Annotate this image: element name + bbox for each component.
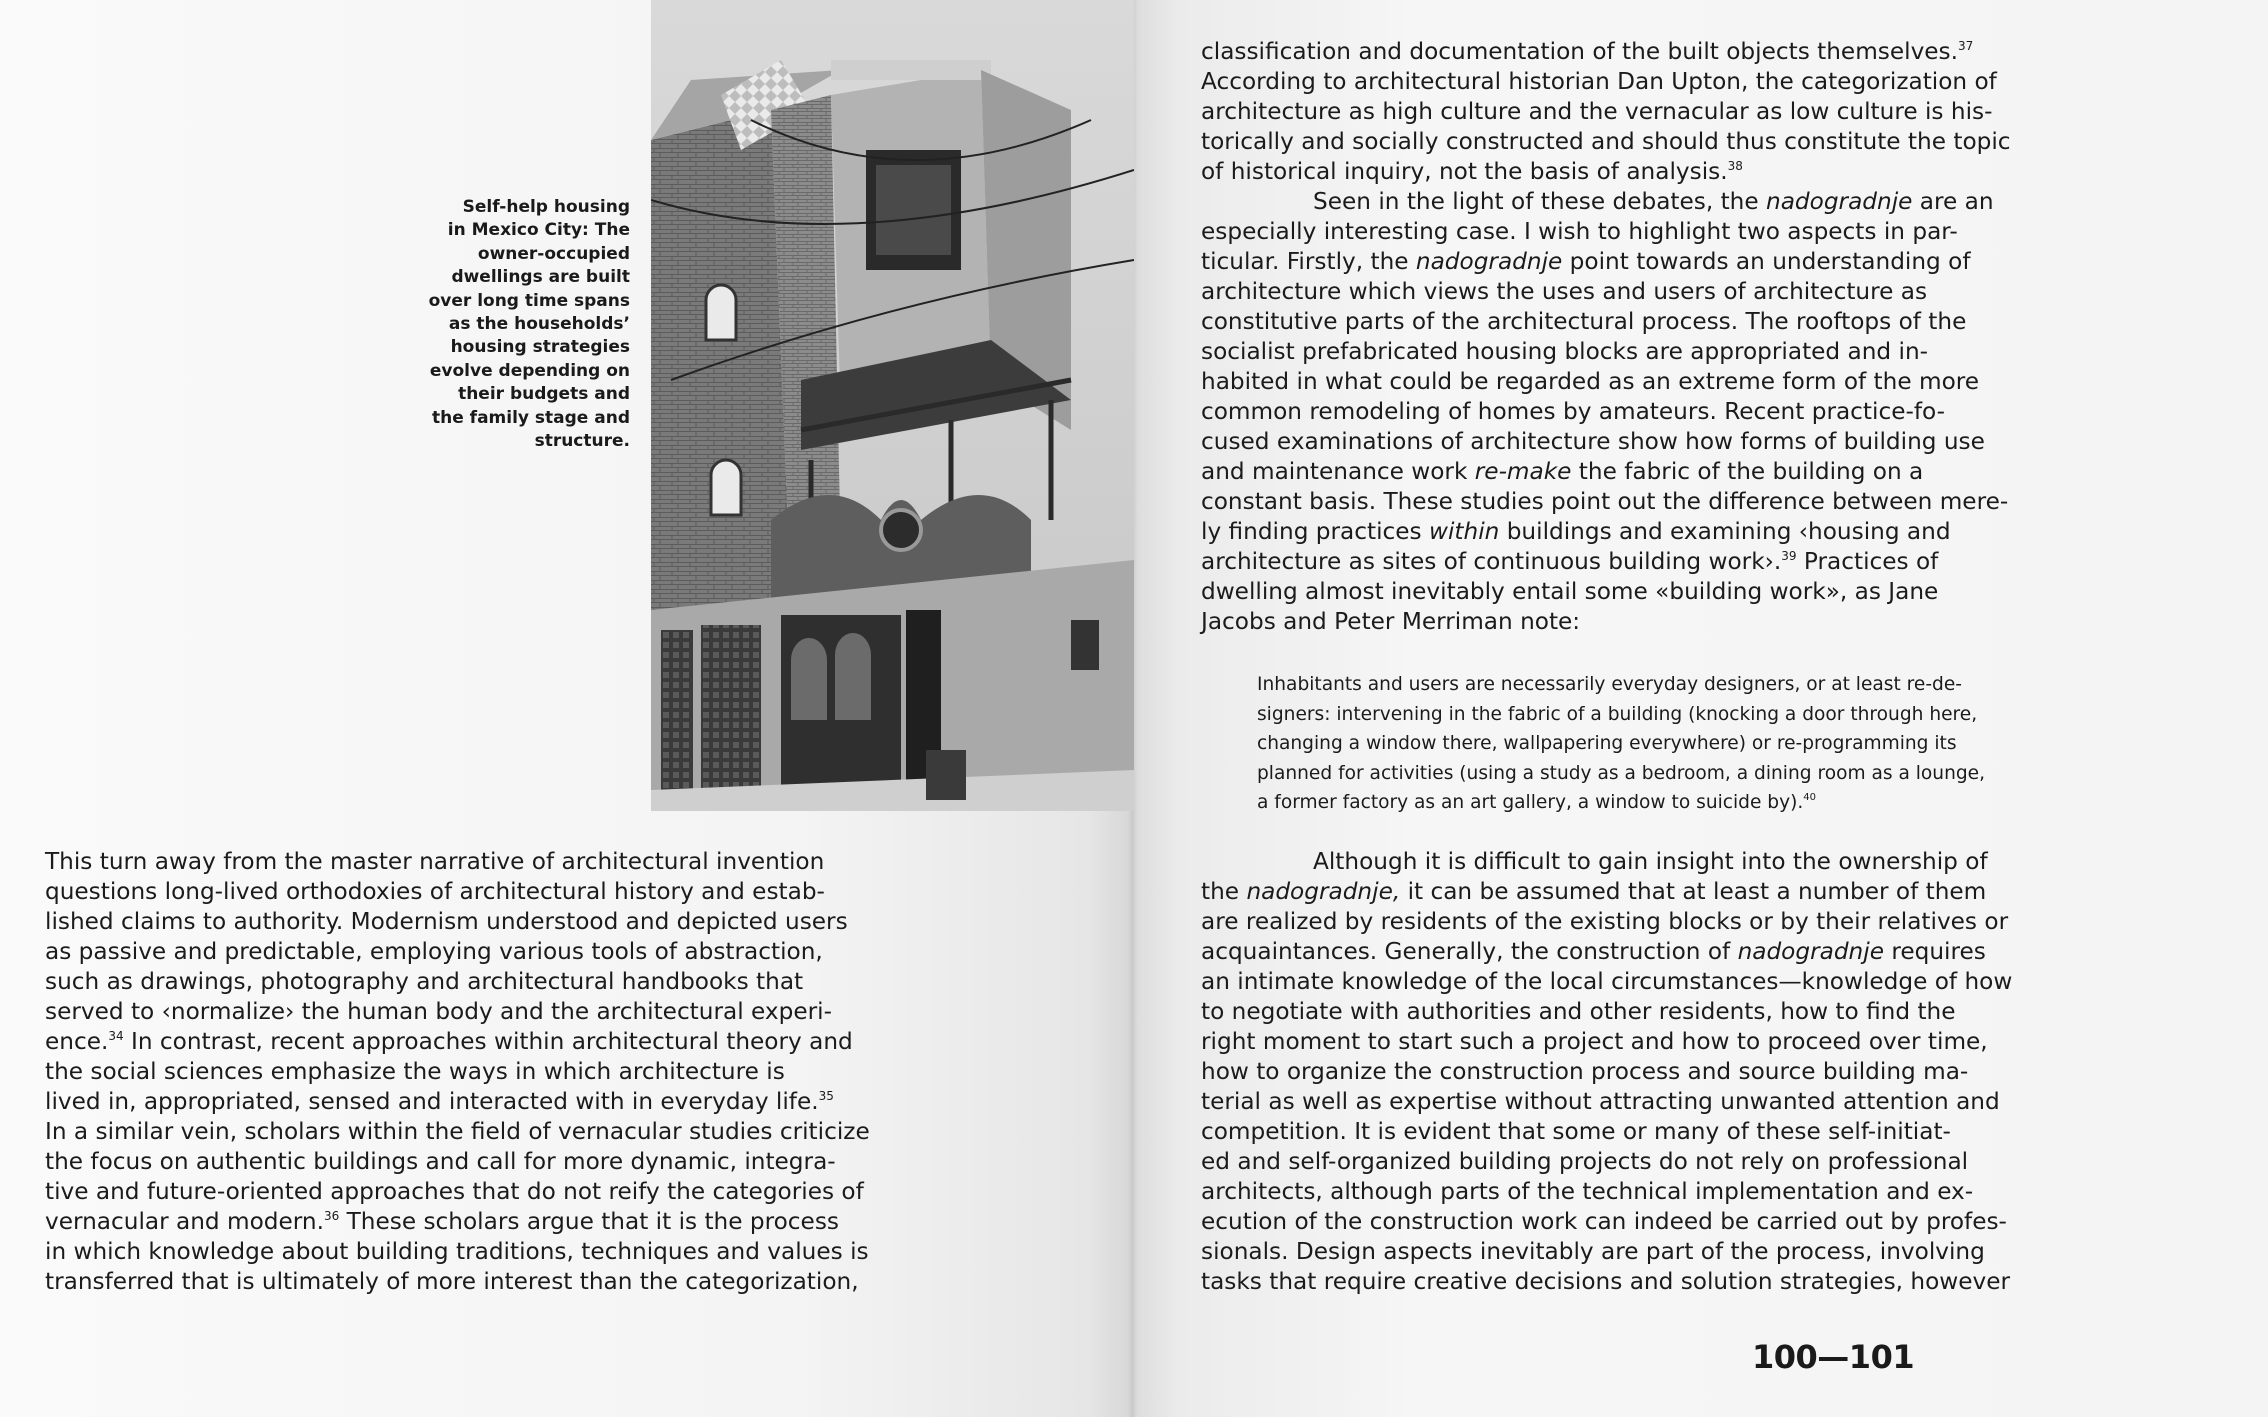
photo-caption	[400, 196, 630, 453]
footnote-marker: 39	[1781, 549, 1797, 563]
text-fragment: it can be assumed that at least a number of them	[1400, 878, 1987, 905]
footnote-marker: 35	[818, 1089, 834, 1103]
text-line: ecution of the construction work can indeed be carried out by profes-	[1201, 1208, 2007, 1235]
quote-line: signers: intervening in the fabric of a building (knocking a door through here,	[1257, 703, 1978, 725]
text-line: right moment to start such a project and how to proceed over time,	[1201, 1028, 1988, 1055]
text-fragment: ticular. Firstly, the	[1201, 248, 1416, 275]
caption-line: their budgets and	[458, 384, 630, 405]
text-line: According to architectural historian Dan Upton, the categorization of	[1201, 68, 1997, 95]
text-line	[1201, 547, 2021, 577]
quote-line: planned for activities (using a study as a bedroom, a dining room as a lounge,	[1257, 762, 1986, 784]
caption-line: over long time spans	[428, 290, 630, 311]
caption-line: evolve depending on	[429, 360, 630, 381]
block-quote	[1257, 670, 2017, 818]
text-line: common remodeling of homes by amateurs. Recent practice-fo-	[1201, 398, 1945, 425]
text-line	[45, 1207, 865, 1237]
text-fragment: buildings and examining ‹housing and	[1499, 518, 1951, 545]
text-line: tive and future-oriented approaches that do not reify the categories of	[45, 1178, 864, 1205]
text-fragment: and maintenance work	[1201, 458, 1475, 485]
caption-line: Self-help housing	[462, 197, 630, 217]
text-line: to negotiate with authorities and other residents, how to find the	[1201, 998, 1956, 1025]
text-fragment: acquaintances. Generally, the construction of	[1201, 938, 1738, 965]
text-line: in which knowledge about building traditions, techniques and values is	[45, 1238, 869, 1265]
caption-line: the family stage and	[432, 407, 630, 428]
text-line: dwelling almost inevitably entail some «building work», as Jane	[1201, 578, 1939, 605]
text-line: In a similar vein, scholars within the field of vernacular studies criticize	[45, 1118, 870, 1145]
footnote-marker: 36	[323, 1209, 340, 1223]
text-line: cused examinations of architecture show how forms of building use	[1201, 428, 1985, 455]
text-line: an intimate knowledge of the local circumstances—knowledge of how	[1201, 968, 2013, 995]
text-fragment: In contrast, recent approaches within architectural theory and	[131, 1028, 853, 1055]
text-line: such as drawings, photography and architectural handbooks that	[45, 968, 804, 995]
text-line	[1201, 187, 2021, 217]
text-line: are realized by residents of the existing blocks or by their relatives or	[1201, 908, 2009, 935]
text-line: as passive and predictable, employing various tools of abstraction,	[45, 938, 823, 965]
quote-line: changing a window there, wallpapering everywhere) or re-programming its	[1257, 733, 1957, 755]
right-column-bottom-text	[1201, 847, 2021, 1297]
text-line	[1201, 37, 2021, 67]
italic-term: nadogradnje	[1737, 938, 1884, 965]
text-line	[1201, 157, 2021, 187]
text-line: competition. It is evident that some or many of these self-initiat-	[1201, 1118, 1951, 1145]
text-line	[1201, 517, 2021, 547]
text-line: sionals. Design aspects inevitably are part of the process, involving	[1201, 1238, 1985, 1265]
quote-line: Inhabitants and users are necessarily everyday designers, or at least re-de-	[1257, 674, 1963, 695]
text-fragment: are an	[1912, 188, 1994, 215]
text-fragment: These scholars argue that it is the process	[346, 1208, 839, 1235]
text-fragment: point towards an understanding of	[1562, 248, 1971, 275]
text-line: tasks that require creative decisions and solution strategies, however	[1201, 1268, 2011, 1295]
text-fragment: the	[1201, 878, 1247, 905]
text-fragment: classification and documentation of the built objects themselves.	[1201, 38, 1959, 65]
text-line: Although it is difficult to gain insight into the ownership of	[1313, 848, 1988, 875]
footnote-marker: 37	[1958, 39, 1974, 53]
text-line: lished claims to authority. Modernism understood and depicted users	[45, 908, 848, 935]
caption-line: housing strategies	[450, 337, 630, 358]
text-fragment: ly finding practices	[1201, 518, 1429, 545]
text-line: constitutive parts of the architectural process. The rooftops of the	[1201, 308, 1967, 335]
text-line: the social sciences emphasize the ways in which architecture is	[45, 1058, 785, 1085]
text-fragment: Seen in the light of these debates, the	[1313, 188, 1767, 215]
text-line: torically and socially constructed and should thus constitute the topic	[1201, 128, 2011, 155]
text-line: ed and self-organized building projects do not rely on professional	[1201, 1148, 1969, 1175]
text-fragment: Practices of	[1796, 548, 1939, 575]
text-line: architecture which views the uses and users of architecture as	[1201, 278, 1928, 305]
italic-term: nadogradnje	[1766, 188, 1913, 215]
text-line	[45, 1027, 865, 1057]
italic-term: within	[1429, 518, 1500, 545]
footnote-marker: 40	[1803, 792, 1817, 804]
text-line: This turn away from the master narrative of architectural invention	[45, 848, 825, 875]
house-photo-icon	[651, 0, 1134, 811]
right-column-top-text	[1201, 37, 2021, 637]
left-column-text	[45, 847, 870, 1297]
text-fragment: ence.	[45, 1028, 109, 1055]
footnote-marker: 34	[108, 1029, 124, 1043]
caption-line: structure.	[534, 431, 630, 452]
text-fragment: requires	[1883, 938, 1986, 965]
caption-line: in Mexico City: The	[447, 220, 630, 241]
house-photo	[651, 0, 1134, 811]
text-fragment: a former factory as an art gallery, a window to suicide by).	[1257, 792, 1804, 814]
text-fragment: vernacular and modern.	[45, 1208, 324, 1235]
text-line: architecture as high culture and the vernacular as low culture is his-	[1201, 98, 1993, 125]
footnote-marker: 38	[1727, 159, 1743, 173]
text-line: terial as well as expertise without attracting unwanted attention and	[1201, 1088, 2000, 1115]
text-line: how to organize the construction process and source building ma-	[1201, 1058, 1969, 1085]
text-line	[1201, 457, 2021, 487]
text-line: the focus on authentic buildings and call for more dynamic, integra-	[45, 1148, 836, 1175]
caption-line: dwellings are built	[451, 267, 630, 288]
text-fragment: the fabric of the building on a	[1571, 458, 1924, 485]
text-line: transferred that is ultimately of more interest than the categorization,	[45, 1268, 859, 1295]
text-fragment: lived in, appropriated, sensed and interacted with in everyday life.	[45, 1088, 819, 1115]
text-line	[1201, 937, 2021, 967]
text-line: Jacobs and Peter Merriman note:	[1201, 608, 1581, 635]
text-line	[45, 1087, 865, 1117]
text-line: especially interesting case. I wish to highlight two aspects in par-	[1201, 218, 1958, 245]
text-line	[1201, 247, 2021, 277]
text-line	[1201, 877, 2021, 907]
text-line: habited in what could be regarded as an extreme form of the more	[1201, 368, 1980, 395]
text-line: architects, although parts of the technical implementation and ex-	[1201, 1178, 1974, 1205]
text-fragment: architecture as sites of continuous building work›.	[1201, 548, 1782, 575]
text-line: constant basis. These studies point out the difference between mere-	[1201, 488, 2009, 515]
text-fragment: of historical inquiry, not the basis of analysis.	[1201, 158, 1728, 185]
caption-line: owner-occupied	[477, 243, 630, 264]
quote-line	[1257, 788, 2017, 818]
caption-line: as the households’	[448, 314, 630, 335]
italic-term: nadogradnje,	[1246, 878, 1401, 905]
page-numbers: 100—101	[1752, 1338, 1915, 1376]
text-line: questions long-lived orthodoxies of architectural history and estab-	[45, 878, 825, 905]
italic-term: re-make	[1474, 458, 1572, 485]
text-line: served to ‹normalize› the human body and the architectural experi-	[45, 998, 832, 1025]
text-line: socialist prefabricated housing blocks are appropriated and in-	[1201, 338, 1929, 365]
italic-term: nadogradnje	[1415, 248, 1563, 275]
